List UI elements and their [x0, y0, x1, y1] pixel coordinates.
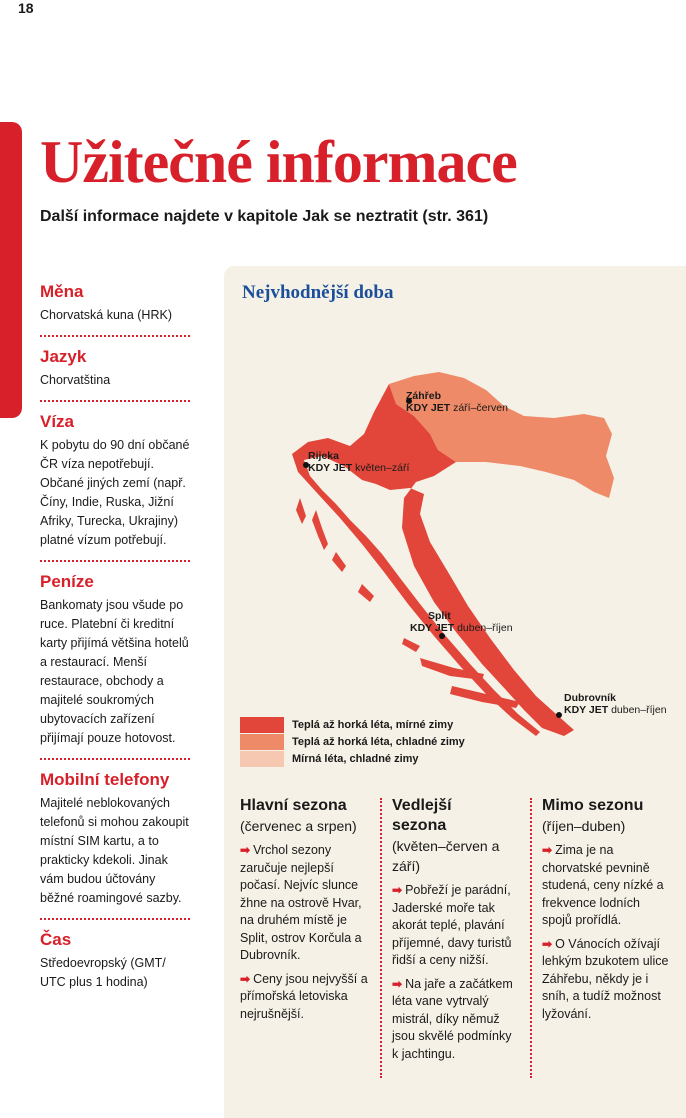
sidebar-section-time: [40, 930, 190, 1002]
place-when: duben–říjen: [611, 704, 667, 716]
arrow-right-icon: ➡: [542, 843, 553, 857]
panel-title: Nejvhodnější doba: [242, 282, 394, 303]
sidebar-heading: Peníze: [40, 572, 94, 591]
season-heading: Mimo sezonu: [542, 797, 644, 814]
sidebar-section-currency: [40, 282, 190, 337]
place-name: Dubrovník: [564, 692, 616, 704]
sidebar-text: Chorvatská kuna (HRK): [40, 308, 172, 322]
season-column-low: [542, 796, 670, 1029]
page-subtitle: Další informace najdete v kapitole Jak se neztratit (str. 361): [40, 208, 489, 225]
legend-swatch: [240, 717, 284, 733]
sidebar-text: Bankomaty jsou všude po ruce. Platební či kreditní karty přijímá většina hotelů a restaurací. Menší restaurace, obchody a majitelé soukromých ubytovacích zařízení přijímají pouze hotovost.: [40, 598, 189, 745]
legend-row: [240, 733, 465, 750]
map-island: [312, 510, 328, 550]
red-edge-tab: [0, 122, 22, 418]
season-column-high: [240, 796, 368, 1029]
season-item-text: O Vánocích ožívají lehkým bzukotem ulice Záhřebu, někdy je i sníh, a tudíž možnost lyžování.: [542, 936, 669, 1021]
season-period: (říjen–duben): [542, 818, 626, 834]
sidebar-heading: Čas: [40, 930, 72, 949]
season-heading: Hlavní sezona: [240, 797, 347, 814]
location-dot-dubrovnik: [556, 712, 562, 718]
place-name: Split: [428, 610, 451, 622]
place-when: září–červen: [453, 402, 508, 414]
season-period: (květen–červen a září): [392, 838, 500, 874]
season-heading: Vedlejší sezona: [392, 797, 452, 834]
map-label-zagreb: [406, 390, 508, 414]
sidebar-heading: Jazyk: [40, 347, 87, 366]
place-when: květen–září: [355, 462, 410, 474]
season-item-text: Pobřeží je parádní, Jaderské moře tak akorát teplé, plavání příjemné, davy turistů řidší a ceny nižší.: [392, 883, 512, 967]
column-divider: [530, 798, 532, 1078]
legend-row: [240, 750, 465, 767]
season-item: [392, 976, 520, 1064]
legend-swatch: [240, 734, 284, 750]
sidebar-text: Chorvatština: [40, 373, 111, 387]
croatia-map: [224, 266, 686, 746]
arrow-right-icon: ➡: [392, 976, 403, 991]
sidebar-text: K pobytu do 90 dní občané ČR víza nepotřebují. Občané jiných zemí (např. Číny, Indie, Ruska, Jižní Afriky, Turecka, Ukrajiny) platné vízum potřebují.: [40, 438, 190, 547]
map-label-dubrovnik: [564, 692, 667, 716]
map-island: [402, 638, 420, 652]
season-item-text: Ceny jsou nejvyšší a přímořská letoviska nejrušnější.: [240, 971, 368, 1021]
map-island: [358, 584, 374, 602]
legend-label: Teplá až horká léta, chladné zimy: [292, 735, 465, 748]
when-label: KDY JET: [308, 462, 353, 474]
info-sidebar: [40, 282, 190, 1012]
arrow-right-icon: ➡: [240, 843, 251, 857]
arrow-right-icon: ➡: [392, 883, 403, 897]
place-when: duben–říjen: [457, 622, 513, 634]
sidebar-heading: Měna: [40, 282, 84, 301]
best-time-panel: [224, 266, 686, 1118]
page-title: Užitečné informace: [40, 129, 517, 195]
legend-label: Teplá až horká léta, mírné zimy: [292, 718, 454, 731]
sidebar-heading: Víza: [40, 412, 75, 431]
sidebar-text: Středoevropský (GMT/ UTC plus 1 hodina): [40, 956, 166, 989]
legend-swatch: [240, 751, 284, 767]
sidebar-section-visa: [40, 412, 190, 562]
season-item: [392, 882, 520, 970]
map-legend: [240, 716, 465, 767]
sidebar-heading: Mobilní telefony: [40, 770, 170, 789]
season-item: [240, 971, 368, 1024]
place-name: Záhřeb: [406, 390, 442, 402]
arrow-right-icon: ➡: [542, 936, 553, 951]
column-divider: [380, 798, 382, 1078]
season-column-shoulder: [392, 796, 520, 1069]
map-label-rijeka: [308, 450, 409, 474]
sidebar-section-language: [40, 347, 190, 402]
legend-row: [240, 716, 465, 733]
season-item: [240, 842, 368, 965]
sidebar-section-money: [40, 572, 190, 760]
season-item-text: Na jaře a začátkem léta vane vytrvalý mistrál, díky němuž jsou skvělé podmínky k jachtingu.: [392, 976, 513, 1061]
season-item-text: Vrchol sezony zaručuje nejlepší počasí. Nejvíc slunce žhne na ostrově Hvar, na druhém místě je Split, ostrov Korčula a Dubrovník.: [240, 843, 362, 962]
season-item: [542, 936, 670, 1024]
season-item-text: Zima je na chorvatské pevnině studená, ceny nízké a frekvence lodních spojů prořídlá.: [542, 843, 664, 927]
map-label-split: [410, 610, 513, 634]
when-label: KDY JET: [410, 622, 455, 634]
sidebar-section-mobile: [40, 770, 190, 920]
map-island: [296, 498, 306, 524]
season-item: [542, 842, 670, 930]
arrow-right-icon: ➡: [240, 971, 251, 986]
map-island: [332, 552, 346, 572]
season-period: (červenec a srpen): [240, 818, 357, 834]
place-name: Rijeka: [308, 450, 339, 462]
when-label: KDY JET: [564, 704, 609, 716]
sidebar-text: Majitelé neblokovaných telefonů si mohou zakoupit místní SIM kartu, a to prakticky kdekoli. Jinak vám budou účtovány běžné roamingové sazby.: [40, 796, 189, 905]
when-label: KDY JET: [406, 402, 451, 414]
legend-label: Mírná léta, chladné zimy: [292, 752, 419, 765]
page-number: 18: [18, 0, 34, 16]
